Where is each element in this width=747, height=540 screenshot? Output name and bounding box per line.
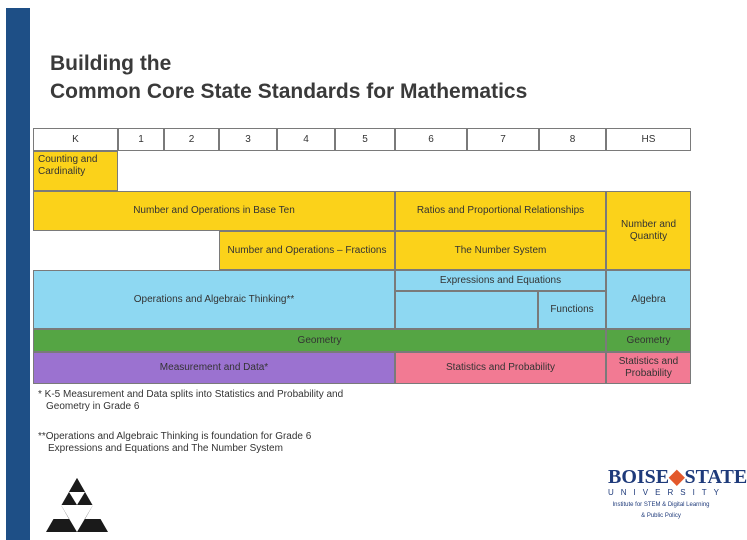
- domain-number-and-quantity: Number and Quantity: [606, 191, 691, 270]
- domain-counting-cardinality: Counting and Cardinality: [33, 151, 118, 191]
- domain-measurement-data: Measurement and Data*: [33, 352, 395, 384]
- footnote-2-line-1: **Operations and Algebraic Thinking is foundation for Grade 6: [38, 431, 312, 442]
- institute-text-2: & Public Policy: [641, 513, 681, 519]
- grade-header-7: 7: [467, 128, 539, 151]
- standards-grid: [33, 128, 691, 384]
- grade-header-hs: HS: [606, 128, 691, 151]
- domain-functions: Functions: [538, 291, 606, 329]
- footnote-1-line-2: Geometry in Grade 6: [46, 401, 140, 412]
- domain-geometry-k8: Geometry: [33, 329, 606, 352]
- footnote-operations: [38, 431, 311, 455]
- footnote-2-line-2: Expressions and Equations and The Number System: [48, 443, 283, 454]
- university-text: UNIVERSITY: [608, 488, 727, 497]
- grade-header-2: 2: [164, 128, 219, 151]
- domain-statistics-probability-6-8: Statistics and Probability: [395, 352, 606, 384]
- domain-algebra: Algebra: [606, 270, 691, 329]
- footnote-1-line-1: * K-5 Measurement and Data splits into Statistics and Probability and: [38, 389, 344, 400]
- footnote-measurement: [38, 389, 343, 413]
- boise-state-wordmark: BOISE◆STATE: [608, 466, 747, 488]
- domain-operations-algebraic-thinking: Operations and Algebraic Thinking**: [33, 270, 395, 329]
- slide-title: [50, 50, 527, 106]
- triangle-logo-icon: [44, 476, 110, 534]
- grade-header-4: 4: [277, 128, 335, 151]
- grade-header-6: 6: [395, 128, 467, 151]
- domain-number-operations-base-ten: Number and Operations in Base Ten: [33, 191, 395, 231]
- left-accent-bar: [6, 8, 30, 540]
- domain-expressions-extension: [395, 291, 538, 329]
- grade-header-8: 8: [539, 128, 606, 151]
- domain-ratios-proportional: Ratios and Proportional Relationships: [395, 191, 606, 231]
- diamond-icon: ◆: [669, 466, 685, 488]
- grade-header-3: 3: [219, 128, 277, 151]
- domain-statistics-probability-hs: Statistics and Probability: [606, 352, 691, 384]
- domain-fractions: Number and Operations – Fractions: [219, 231, 395, 270]
- domain-geometry-hs: Geometry: [606, 329, 691, 352]
- title-line-2: Common Core State Standards for Mathematics: [50, 80, 528, 103]
- grade-header-5: 5: [335, 128, 395, 151]
- title-line-1: Building the: [50, 52, 172, 75]
- boise-state-logo: [608, 466, 747, 526]
- grade-header-k: K: [33, 128, 118, 151]
- institute-text-1: Institute for STEM & Digital Learning: [612, 502, 710, 508]
- domain-number-system: The Number System: [395, 231, 606, 270]
- grade-header-1: 1: [118, 128, 164, 151]
- domain-expressions-equations: Expressions and Equations: [395, 270, 606, 291]
